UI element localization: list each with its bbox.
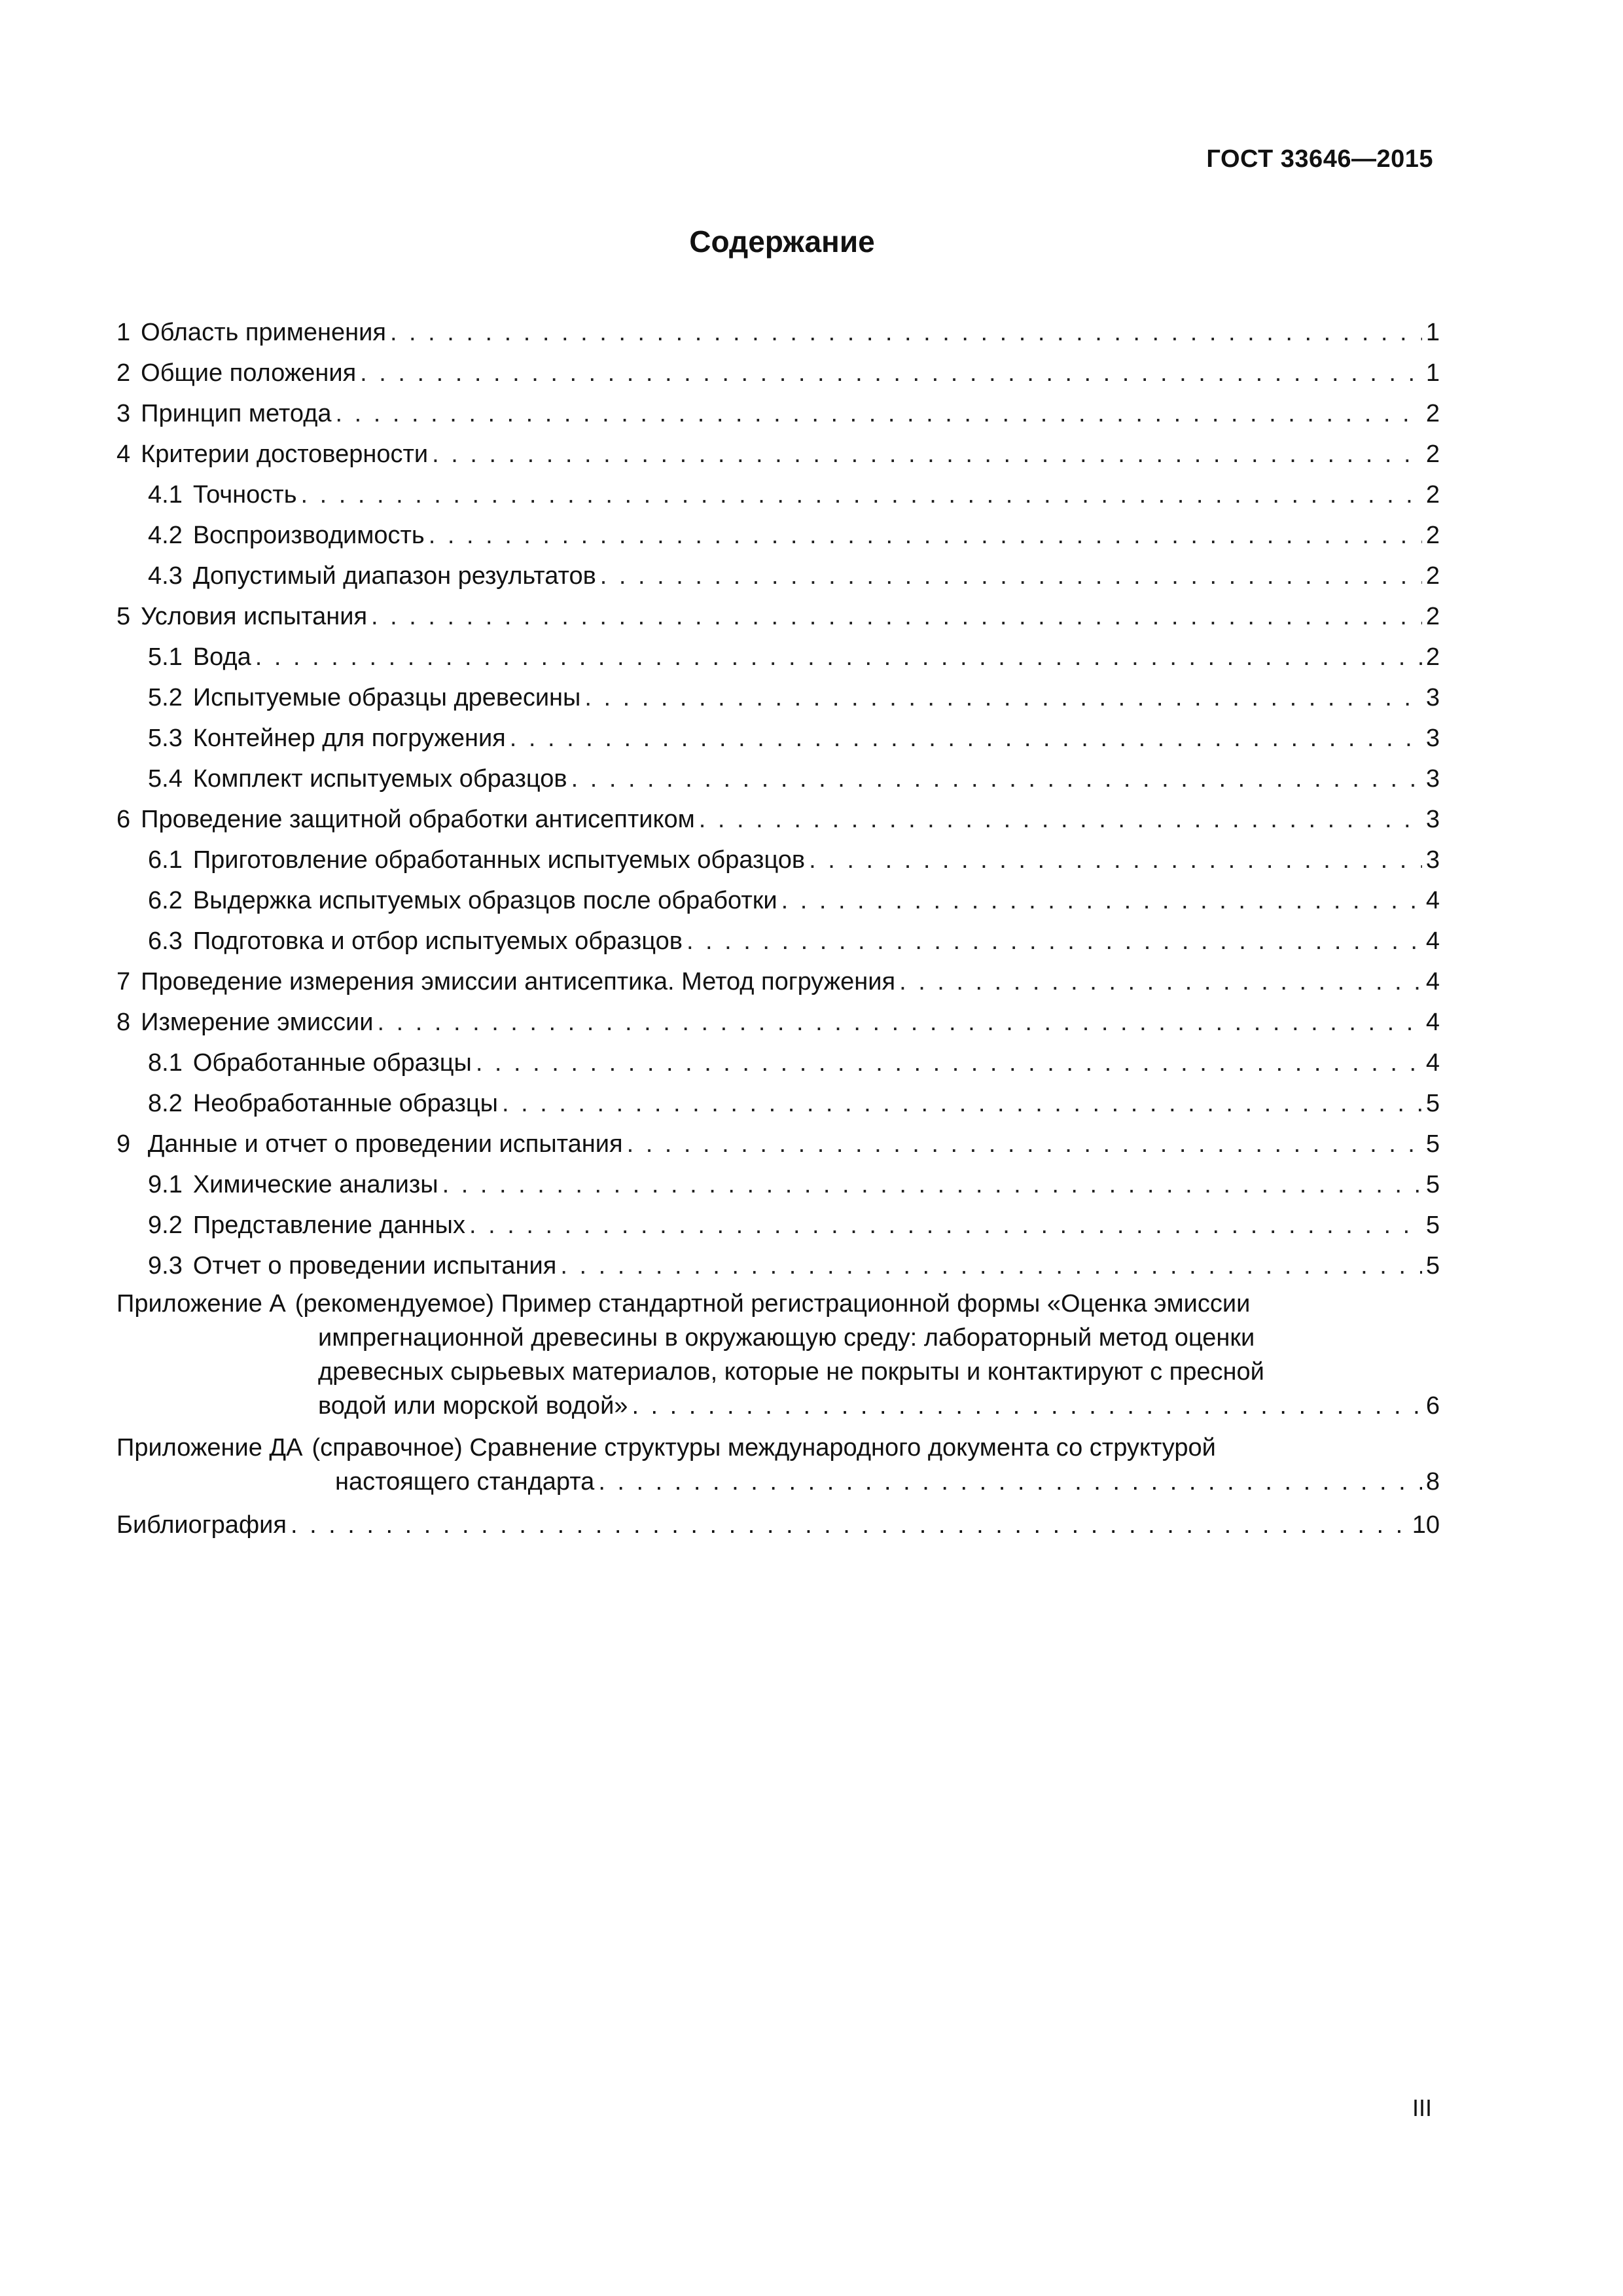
toc-entry-title: Контейнер для погружения xyxy=(192,725,506,752)
toc-leader-dots xyxy=(571,764,1422,793)
toc-leader-dots xyxy=(510,724,1422,753)
toc-entry[interactable] xyxy=(116,1158,1440,1199)
toc-leader-dots xyxy=(560,1251,1422,1280)
toc-entry[interactable] xyxy=(116,590,1440,631)
bibliography-label: Библиография xyxy=(116,1511,287,1539)
toc-entry[interactable] xyxy=(116,509,1440,550)
toc-entry-title: Комплект испытуемых образцов xyxy=(192,765,567,793)
toc-entry-page: 4 xyxy=(1425,927,1440,955)
toc-entry-page: 2 xyxy=(1425,603,1440,630)
toc-leader-dots xyxy=(360,359,1422,387)
toc-entry-title: Вода xyxy=(192,643,251,671)
toc-entry-page: 5 xyxy=(1425,1211,1440,1239)
toc-entry-page: 3 xyxy=(1425,684,1440,711)
toc-leader-dots xyxy=(442,1170,1422,1199)
toc-entry-number: 1 xyxy=(116,319,131,346)
document-code: ГОСТ 33646—2015 xyxy=(1206,145,1433,173)
appendix-da-line-2: настоящего стандарта xyxy=(335,1468,595,1496)
toc-entry-title: Воспроизводимость xyxy=(192,522,425,549)
toc-leader-dots xyxy=(476,1049,1422,1077)
appendix-da-page: 8 xyxy=(1425,1468,1440,1496)
toc-leader-dots xyxy=(598,1465,1422,1499)
toc-entry[interactable] xyxy=(116,1037,1440,1077)
toc-entry-title: Проведение измерения эмиссии антисептика. Метод погружения xyxy=(141,968,896,996)
toc-leader-dots xyxy=(390,318,1422,347)
toc-entry[interactable] xyxy=(116,347,1440,387)
toc-entry[interactable] xyxy=(116,1240,1440,1280)
toc-entry-title: Химические анализы xyxy=(192,1171,438,1198)
toc-leader-dots xyxy=(627,1130,1422,1158)
toc-entry-page: 3 xyxy=(1425,765,1440,793)
toc-entry-number: 6.3 xyxy=(148,927,183,955)
appendix-da-label: Приложение ДА xyxy=(116,1434,303,1462)
toc-entry-title: Выдержка испытуемых образцов после обработки xyxy=(192,887,777,914)
toc-entry[interactable] xyxy=(116,306,1440,347)
toc-entry-page: 3 xyxy=(1425,806,1440,833)
toc-entry-page: 5 xyxy=(1425,1171,1440,1198)
toc-leader-dots xyxy=(699,805,1422,834)
toc-entry[interactable] xyxy=(116,550,1440,590)
toc-entry-number: 8.2 xyxy=(148,1090,183,1117)
toc-entry-page: 5 xyxy=(1425,1130,1440,1158)
toc-entry-number: 9.3 xyxy=(148,1252,183,1280)
toc-entry-title: Приготовление обработанных испытуемых образцов xyxy=(192,846,806,874)
toc-entry-number: 9.2 xyxy=(148,1211,183,1239)
toc-entry-page: 2 xyxy=(1425,481,1440,509)
toc-entry-number: 5 xyxy=(116,603,131,630)
toc-leader-dots xyxy=(502,1089,1422,1118)
appendix-da-line-1: (справочное) Сравнение структуры международного документа со структурой xyxy=(312,1434,1216,1462)
toc-entry[interactable] xyxy=(116,1199,1440,1240)
toc-entry-page: 3 xyxy=(1425,725,1440,752)
toc-entry-number: 9.1 xyxy=(148,1171,183,1198)
table-of-contents xyxy=(116,306,1440,1539)
appendix-a-page: 6 xyxy=(1425,1392,1440,1420)
toc-leader-dots xyxy=(301,480,1422,509)
toc-entry[interactable] xyxy=(116,793,1440,834)
toc-entry-page: 4 xyxy=(1425,887,1440,914)
toc-entry-page: 5 xyxy=(1425,1252,1440,1280)
toc-entry-number: 5.2 xyxy=(148,684,183,711)
toc-entry-title: Представление данных xyxy=(192,1211,465,1239)
toc-entry-page: 3 xyxy=(1425,846,1440,874)
toc-entry-page: 2 xyxy=(1425,440,1440,468)
toc-entry-number: 9 xyxy=(116,1130,131,1158)
toc-entry-number: 6.2 xyxy=(148,887,183,914)
toc-leader-dots xyxy=(336,399,1422,428)
toc-entry-page: 1 xyxy=(1425,319,1440,346)
toc-entry-title: Допустимый диапазон результатов xyxy=(192,562,596,590)
toc-entry-title: Общие положения xyxy=(141,359,357,387)
toc-leader-dots xyxy=(781,886,1422,915)
appendix-a-line-4: водой или морской водой» xyxy=(318,1392,628,1420)
toc-entry-number: 4.3 xyxy=(148,562,183,590)
toc-entry[interactable] xyxy=(116,631,1440,672)
toc-entry-number: 8.1 xyxy=(148,1049,183,1077)
toc-entries xyxy=(116,306,1440,1280)
toc-leader-dots xyxy=(371,602,1422,631)
toc-entry[interactable] xyxy=(116,428,1440,469)
toc-entry-page: 2 xyxy=(1425,400,1440,427)
toc-entry[interactable] xyxy=(116,712,1440,753)
toc-entry-title: Область применения xyxy=(141,319,386,346)
appendix-a-line-3: древесных сырьевых материалов, которые не покрыты и контактируют с пресной xyxy=(318,1358,1264,1386)
toc-entry-number: 4.1 xyxy=(148,481,183,509)
toc-entry[interactable] xyxy=(116,915,1440,956)
toc-entry-title: Точность xyxy=(192,481,297,509)
toc-entry-page: 1 xyxy=(1425,359,1440,387)
toc-entry-title: Принцип метода xyxy=(141,400,332,427)
toc-entry-title: Испытуемые образцы древесины xyxy=(192,684,581,711)
toc-leader-dots xyxy=(899,967,1422,996)
toc-entry-title: Критерии достоверности xyxy=(141,440,429,468)
toc-entry-page: 4 xyxy=(1425,1049,1440,1077)
toc-entry[interactable] xyxy=(116,874,1440,915)
toc-entry-number: 8 xyxy=(116,1009,131,1036)
toc-entry-title: Измерение эмиссии xyxy=(141,1009,374,1036)
toc-entry-title: Проведение защитной обработки антисептиком xyxy=(141,806,695,833)
toc-entry-page: 4 xyxy=(1425,968,1440,996)
toc-leader-dots xyxy=(255,643,1422,672)
toc-leader-dots xyxy=(432,440,1422,469)
toc-leader-dots xyxy=(687,927,1422,956)
toc-entry-number: 2 xyxy=(116,359,131,387)
toc-entry-number: 6.1 xyxy=(148,846,183,874)
toc-entry-number: 4.2 xyxy=(148,522,183,549)
toc-appendix-da[interactable] xyxy=(116,1431,1440,1499)
toc-entry-title: Необработанные образцы xyxy=(192,1090,498,1117)
toc-appendix-a[interactable] xyxy=(116,1287,1440,1423)
toc-leader-dots xyxy=(469,1211,1422,1240)
toc-entry[interactable] xyxy=(116,753,1440,793)
toc-leader-dots xyxy=(429,521,1422,550)
toc-entry-title: Данные и отчет о проведении испытания xyxy=(141,1130,623,1158)
toc-entry-page: 4 xyxy=(1425,1009,1440,1036)
toc-entry-number: 5.3 xyxy=(148,725,183,752)
toc-entry-page: 2 xyxy=(1425,562,1440,590)
toc-entry-page: 5 xyxy=(1425,1090,1440,1117)
toc-entry[interactable] xyxy=(116,956,1440,996)
appendix-a-line-1: (рекомендуемое) Пример стандартной регистрационной формы «Оценка эмиссии xyxy=(294,1290,1251,1318)
toc-entry-number: 5.4 xyxy=(148,765,183,793)
toc-entry[interactable] xyxy=(116,1077,1440,1118)
bibliography-page: 10 xyxy=(1412,1511,1440,1539)
toc-leader-dots xyxy=(809,846,1422,874)
toc-entry-title: Отчет о проведении испытания xyxy=(192,1252,557,1280)
toc-entry-title: Подготовка и отбор испытуемых образцов xyxy=(192,927,683,955)
toc-entry-page: 2 xyxy=(1425,643,1440,671)
toc-entry[interactable] xyxy=(116,996,1440,1037)
toc-bibliography[interactable] xyxy=(116,1499,1440,1539)
toc-leader-dots xyxy=(584,683,1422,712)
toc-entry[interactable] xyxy=(116,834,1440,874)
toc-leader-dots xyxy=(632,1389,1421,1423)
toc-entry-page: 2 xyxy=(1425,522,1440,549)
toc-entry-title: Обработанные образцы xyxy=(192,1049,472,1077)
toc-leader-dots xyxy=(600,562,1422,590)
toc-entry-number: 5.1 xyxy=(148,643,183,671)
appendix-a-label: Приложение А xyxy=(116,1290,286,1318)
toc-leader-dots xyxy=(378,1008,1422,1037)
appendix-a-line-2: импрегнационной древесины в окружающую среду: лабораторный метод оценки xyxy=(318,1324,1255,1352)
toc-entry[interactable] xyxy=(116,469,1440,509)
toc-entry-number: 7 xyxy=(116,968,131,996)
toc-entry[interactable] xyxy=(116,387,1440,428)
toc-leader-dots xyxy=(291,1511,1408,1539)
toc-title: Содержание xyxy=(689,224,875,259)
toc-entry-number: 3 xyxy=(116,400,131,427)
toc-entry[interactable] xyxy=(116,672,1440,712)
toc-entry[interactable] xyxy=(116,1118,1440,1158)
page-number: III xyxy=(1412,2094,1432,2121)
toc-entry-number: 6 xyxy=(116,806,131,833)
toc-entry-title: Условия испытания xyxy=(141,603,368,630)
toc-entry-number: 4 xyxy=(116,440,131,468)
